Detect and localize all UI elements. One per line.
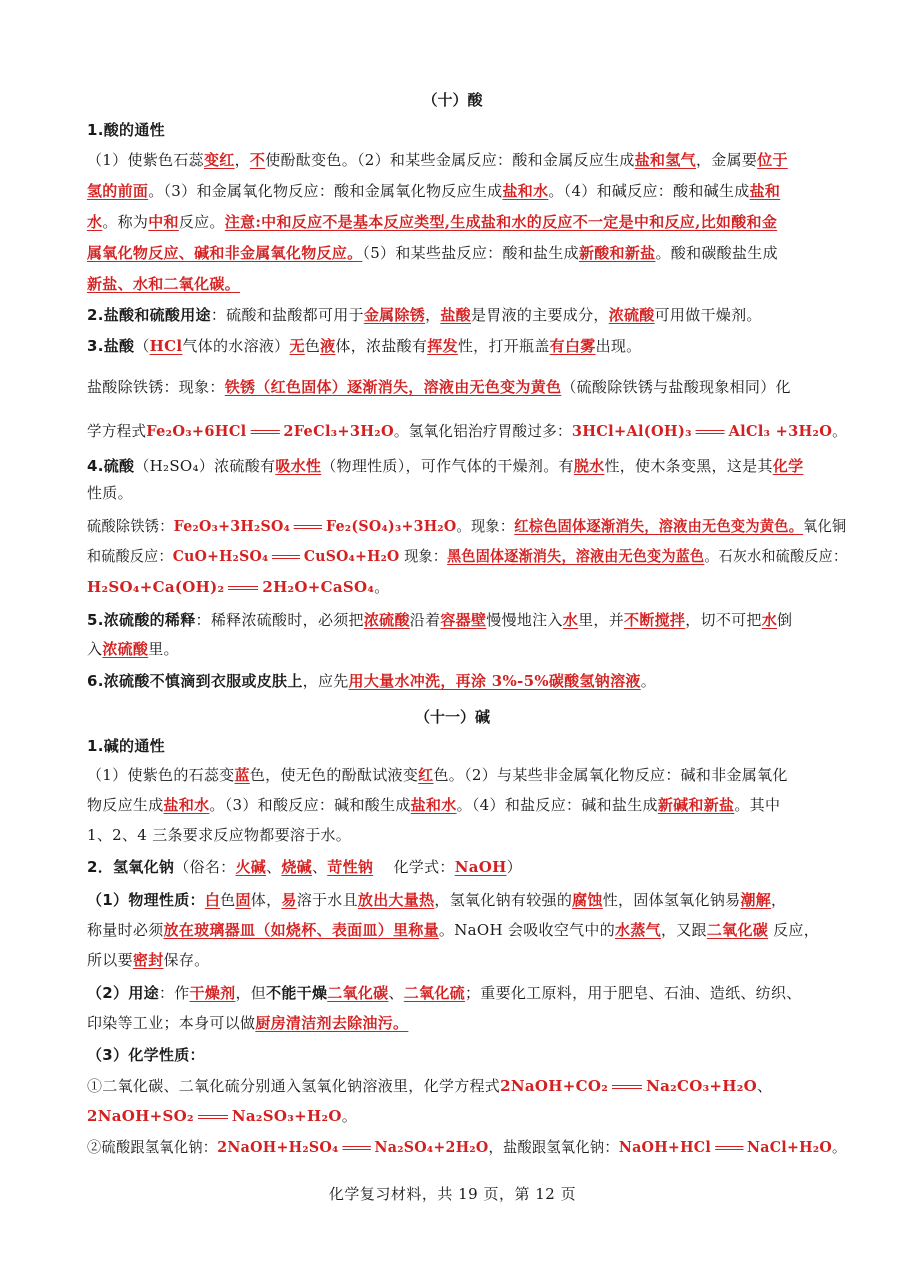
equation: NaOH+HCl [618,1138,712,1156]
text: 体，浓盐酸有 [335,337,428,355]
text: ，氢氧化钠有较强的 [434,891,573,909]
text: 学方程式 [87,422,147,440]
answer: 新碱和新盐 [657,796,735,814]
paragraph-line [87,1076,827,1096]
text: 氧化铜 [803,517,847,535]
answer: 吸水性 [275,457,322,475]
answer: 变红 [203,151,235,169]
text: ，应先 [302,672,349,690]
text: （5）和某些盐反应：酸和盐生成 [362,244,579,262]
paragraph-line [87,377,827,397]
paragraph-line [87,274,827,294]
text: 盐酸除铁锈：现象： [87,378,225,396]
paragraph-line [87,516,847,536]
text: ：硫酸和盐酸都可用于 [210,306,364,324]
text: 。现象： [456,517,515,535]
text: 所以要 [87,951,133,969]
equation: Fe₂(SO₄)₃+3H₂O [326,517,457,535]
heading-sulfuric-acid: 4.硫酸 [87,457,135,475]
text: 体， [250,891,282,909]
equation-equals [250,430,279,434]
answer: 红棕色固体逐渐消失，溶液由无色变为黄色。 [514,517,804,535]
equation: Na₂SO₃+H₂O [231,1107,342,1125]
text: 入 [87,640,103,658]
answer: 二氧化硫 [403,984,465,1002]
text: 。（3）和酸反应：碱和酸生成 [209,796,411,814]
answer: 盐酸 [440,306,471,324]
answer: 浓硫酸 [102,640,149,658]
equation: 2NaOH+SO₂ [87,1107,194,1125]
equation: AlCl₃ +3H₂O [728,422,833,440]
text: （ [134,337,150,355]
paragraph-line [87,212,827,232]
text: ，切不可把 [685,611,762,629]
text: 、 [311,858,328,876]
answer: NaOH [454,858,507,876]
equation-equals [715,1146,743,1150]
page-footer: 化学复习材料，共 19 页，第 12 页 [328,1185,577,1203]
text: 称量时必须 [87,921,164,939]
text: 。氢氧化铝治疗胃酸过多： [393,422,572,440]
answer: 潮解 [740,891,772,909]
answer: 固 [235,891,251,909]
answer: 易 [281,891,297,909]
text: 溶于水且 [296,891,358,909]
answer: 盐和水 [410,796,457,814]
text: ， [771,891,787,909]
text: 使酚酞变色。（2）和某些金属反应：酸和金属反应生成 [265,151,635,169]
text: 是胃液的主要成分， [470,306,609,324]
text: 色 [304,337,321,355]
heading-naoh: 2．氢氧化钠 [87,858,175,876]
answer: 水 [87,213,103,231]
text: （俗名： [174,858,236,876]
answer: 二氧化碳 [706,921,769,939]
text: 慢慢地注入 [486,611,563,629]
paragraph-line [87,456,827,476]
section-title-base: （十一）碱 [414,708,490,726]
text: 倒 [777,611,793,629]
answer: 有白雾 [549,337,596,355]
heading-hydrochloric-acid: 3.盐酸 [87,337,135,355]
text: 。（3）和金属氧化物反应：酸和金属氧化物反应生成 [148,182,503,200]
text: 里，并 [578,611,625,629]
answer: 浓硫酸 [608,306,655,324]
equation: Na₂SO₄+2H₂O [374,1138,489,1156]
text: 气体的水溶液） [182,337,290,355]
equation-equals [198,1115,228,1119]
answer: 脱水 [573,457,605,475]
paragraph-line [87,983,827,1003]
heading-uses: （2）用途 [87,984,159,1002]
equation: 2H₂O+CaSO₄ [262,578,375,596]
paragraph-line [87,857,827,877]
paragraph-line [87,336,827,356]
heading-acid-general: 1.酸的通性 [87,121,165,139]
equation: Na₂CO₃+H₂O [646,1077,758,1095]
paragraph-line [87,1106,827,1126]
text: 里。 [148,640,179,658]
answer: 浓硫酸 [363,611,410,629]
equation: CuSO₄+H₂O [303,547,400,565]
text: ：作 [158,984,190,1002]
text: ， [425,306,441,324]
answer: 干燥剂 [189,984,236,1002]
equation-equals [696,430,725,434]
answer: 腐蚀 [572,891,603,909]
answer: 中和 [148,213,179,231]
answer: 水 [562,611,579,629]
equation-equals [612,1085,642,1089]
text: 。 [832,422,848,440]
text: 反应。 [178,213,225,231]
text: ，又跟 [660,921,707,939]
text: 性，使木条变黑，这是其 [604,457,773,475]
answer: 新酸和新盐 [578,244,656,262]
text: 。 [640,672,656,690]
answer: 注意:中和反应不是基本反应类型,生成盐和水的反应不一定是中和反应,比如酸和金 [224,213,778,231]
answer: 水蒸气 [615,921,661,939]
answer: 厨房清洁剂去除油污。 [255,1014,409,1032]
paragraph-line [87,483,827,503]
answer: HCl [149,337,183,355]
text: 硫酸除铁锈： [87,517,174,535]
paragraph-line [87,950,827,970]
text: ， [234,151,250,169]
answer: 新盐、水和二氧化碳。 [87,275,241,293]
answer: 盐和水 [502,182,549,200]
text: 。 [831,1138,847,1156]
text: 。石灰水和硫酸反应： [704,547,848,565]
text: 出现。 [595,337,642,355]
paragraph-line [87,765,827,785]
answer: 氢的前面 [87,182,149,200]
paragraph-line [87,150,827,170]
answer: 密封 [132,951,164,969]
answer: 用大量水冲洗，再涂 3%-5%碳酸氢钠溶液 [348,672,641,690]
paragraph-line [87,1137,847,1157]
answer: 挥发 [427,337,458,355]
equation-equals [294,525,322,529]
equation: 2NaOH+CO₂ [500,1077,609,1095]
text: 色，使无色的酚酞试液变 [249,766,419,784]
text: ） [506,858,522,876]
text: 性，打开瓶盖 [457,337,550,355]
answer: 盐和 [749,182,781,200]
answer: 属氧化物反应、碱和非金属氧化物反应。 [87,244,363,262]
paragraph-line [87,243,827,263]
text: 。（4）和盐反应：碱和盐生成 [456,796,658,814]
text: 色。（2）与某些非金属氧化物反应：碱和非金属氧化 [433,766,788,784]
text: 。称为 [102,213,149,231]
answer: 白 [204,891,221,909]
answer: 蓝 [234,766,250,784]
text: 。 [374,578,390,596]
paragraph-line [87,181,827,201]
text: （物理性质），可作气体的干燥剂。有 [321,457,574,475]
answer: 铁锈（红色固体）逐渐消失，溶液由无色变为黄色 [224,378,562,396]
answer: 苛性钠 [327,858,374,876]
paragraph-line [87,890,827,910]
text: 1、2、4 三条要求反应物都要溶于水。 [87,826,352,844]
text: 。（4）和碱反应：酸和碱生成 [548,182,750,200]
text: 。NaOH 会吸收空气中的 [438,921,616,939]
text: 。 [341,1107,358,1125]
answer: 金属除锈 [363,306,426,324]
text: 反应， [768,921,820,939]
text: ，金属要 [695,151,758,169]
text: ；重要化工原料，用于肥皂、石油、造纸、纺织、 [464,984,802,1002]
paragraph-line [87,305,827,325]
text: 和硫酸反应： [87,547,173,565]
equation-equals [228,586,258,590]
text: 现象： [399,547,448,565]
answer: 不 [249,151,266,169]
heading-physical-properties: （1）物理性质： [87,891,205,909]
text: ，但 [235,984,267,1002]
text: 性，固体氢氧化钠易 [602,891,741,909]
equation: 2FeCl₃+3H₂O [283,422,394,440]
text: （硫酸除铁锈与盐酸现象相同）化 [561,378,791,396]
paragraph-line [87,1013,827,1033]
paragraph-line [87,671,827,691]
answer: 放出大量热 [357,891,435,909]
answer: 黑色固体逐渐消失，溶液由无色变为蓝色 [447,547,705,565]
heading-spill: 6.浓硫酸不慎滴到衣服或皮肤上 [87,672,303,690]
paragraph-line [87,825,827,845]
answer: 无 [289,337,305,355]
heading-dilution: 5.浓硫酸的稀释 [87,611,196,629]
equation: Fe₂O₃+6HCl [146,422,247,440]
answer: 盐和水 [163,796,210,814]
equation-equals [342,1146,370,1150]
text: 。其中 [734,796,781,814]
text: 可用做干燥剂。 [654,306,762,324]
text: 不能干燥 [266,984,328,1002]
equation: 2NaOH+H₂SO₄ [217,1138,339,1156]
text: （1）使紫色的石蕊变 [87,766,235,784]
text: 。酸和碳酸盐生成 [655,244,778,262]
equation: 3HCl+Al(OH)₃ [571,422,692,440]
heading-base-general: 1.碱的通性 [87,737,165,755]
paragraph-line [87,610,827,630]
answer: 容器壁 [440,611,487,629]
text: （1）使紫色石蕊 [87,151,204,169]
answer: 二氧化碳 [327,984,389,1002]
equation: Fe₂O₃+3H₂SO₄ [173,517,291,535]
paragraph-line [87,639,827,659]
text: 、 [388,984,404,1002]
answer: 不断搅拌 [624,611,686,629]
section-title-acid: （十）酸 [422,91,483,109]
answer: 盐和氢气 [634,151,696,169]
answer: 位于 [757,151,788,169]
text: 保存。 [163,951,210,969]
text: 性质。 [87,484,133,502]
paragraph-line [87,920,827,940]
answer: 化学 [772,457,804,475]
text: ②硫酸跟氢氧化钠： [87,1138,218,1156]
heading-chemical-properties: （3）化学性质： [87,1046,205,1064]
text: ：稀释浓硫酸时，必须把 [195,611,364,629]
text: 印染等工业；本身可以做 [87,1014,256,1032]
text: 色 [220,891,236,909]
paragraph-line [87,795,827,815]
answer: 水 [761,611,778,629]
answer: 烧碱 [281,858,312,876]
heading-acid-uses: 2.盐酸和硫酸用途 [87,306,211,324]
paragraph-line [87,421,848,441]
text: 沿着 [409,611,441,629]
text: 物反应生成 [87,796,164,814]
equation: CuO+H₂SO₄ [172,547,269,565]
answer: 红 [418,766,434,784]
equation: H₂SO₄+Ca(OH)₂ [87,578,225,596]
equation: NaCl+H₂O [746,1138,832,1156]
answer: 火碱 [235,858,267,876]
answer: 液 [320,337,336,355]
text: ①二氧化碳、二氧化硫分别通入氢氧化钠溶液里，化学方程式 [87,1077,501,1095]
paragraph-line [87,577,827,597]
answer: 放在玻璃器皿（如烧杯、表面皿）里称量 [163,921,439,939]
text: ，盐酸跟氢氧化钠： [488,1138,619,1156]
text: 、 [757,1077,773,1095]
text: （H₂SO₄）浓硫酸有 [134,457,276,475]
text: 化学式： [373,858,455,876]
paragraph-line [87,546,848,566]
equation-equals [272,555,300,559]
text: 、 [266,858,282,876]
